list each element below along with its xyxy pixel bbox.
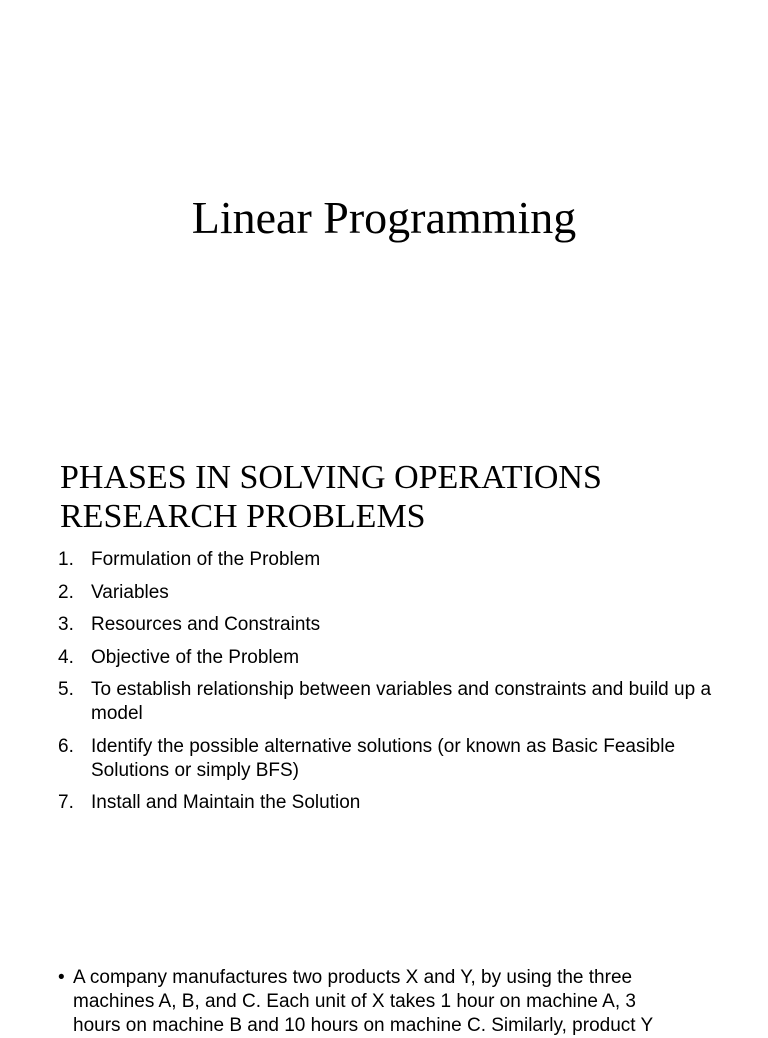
list-item-text: To establish relationship between variables and constraints and build up a model (91, 679, 712, 724)
list-item-text: Resources and Constraints (91, 614, 321, 635)
list-item-text: Install and Maintain the Solution (91, 792, 361, 813)
bullet-icon: • (58, 967, 65, 988)
list-item-number: 3. (58, 614, 74, 635)
list-item-number: 7. (58, 792, 74, 813)
slide-title (0, 0, 768, 430)
section-heading (60, 458, 740, 536)
list-item-number: 5. (58, 679, 74, 700)
list-item-text: Formulation of the Problem (91, 549, 321, 570)
list-item-number: 6. (58, 735, 74, 757)
slide-phases (0, 430, 768, 930)
section-heading-line-1: PHASES IN SOLVING OPERATIONS (60, 459, 602, 496)
list-item-text: Identify the possible alternative solutions (or known as Basic Feasible Solutions or simply BFS) (91, 735, 676, 781)
list-item (58, 613, 718, 637)
list-item (58, 791, 718, 815)
list-item-number: 2. (58, 581, 74, 603)
list-item (58, 646, 718, 670)
list-item-number: 4. (58, 646, 74, 668)
list-item-text: Objective of the Problem (91, 646, 300, 668)
paragraph-line-2: machines A, B, and C. Each unit of X takes 1 hour on machine A, 3 (73, 991, 636, 1012)
slide-problem (0, 930, 768, 1036)
paragraph-line-1: A company manufactures two products X and Y, by using the three (73, 967, 633, 988)
list-item (58, 678, 718, 726)
phase-list (58, 548, 718, 824)
list-item (58, 735, 718, 783)
list-item-number: 1. (58, 549, 74, 570)
problem-paragraph (58, 966, 698, 1038)
section-heading-line-2: RESEARCH PROBLEMS (60, 498, 426, 535)
list-item (58, 548, 718, 572)
page-title: Linear Programming (191, 192, 577, 243)
paragraph-line-3: hours on machine B and 10 hours on machine C. Similarly, product Y (73, 1015, 654, 1036)
list-item-text: Variables (91, 581, 169, 603)
list-item (58, 581, 718, 605)
